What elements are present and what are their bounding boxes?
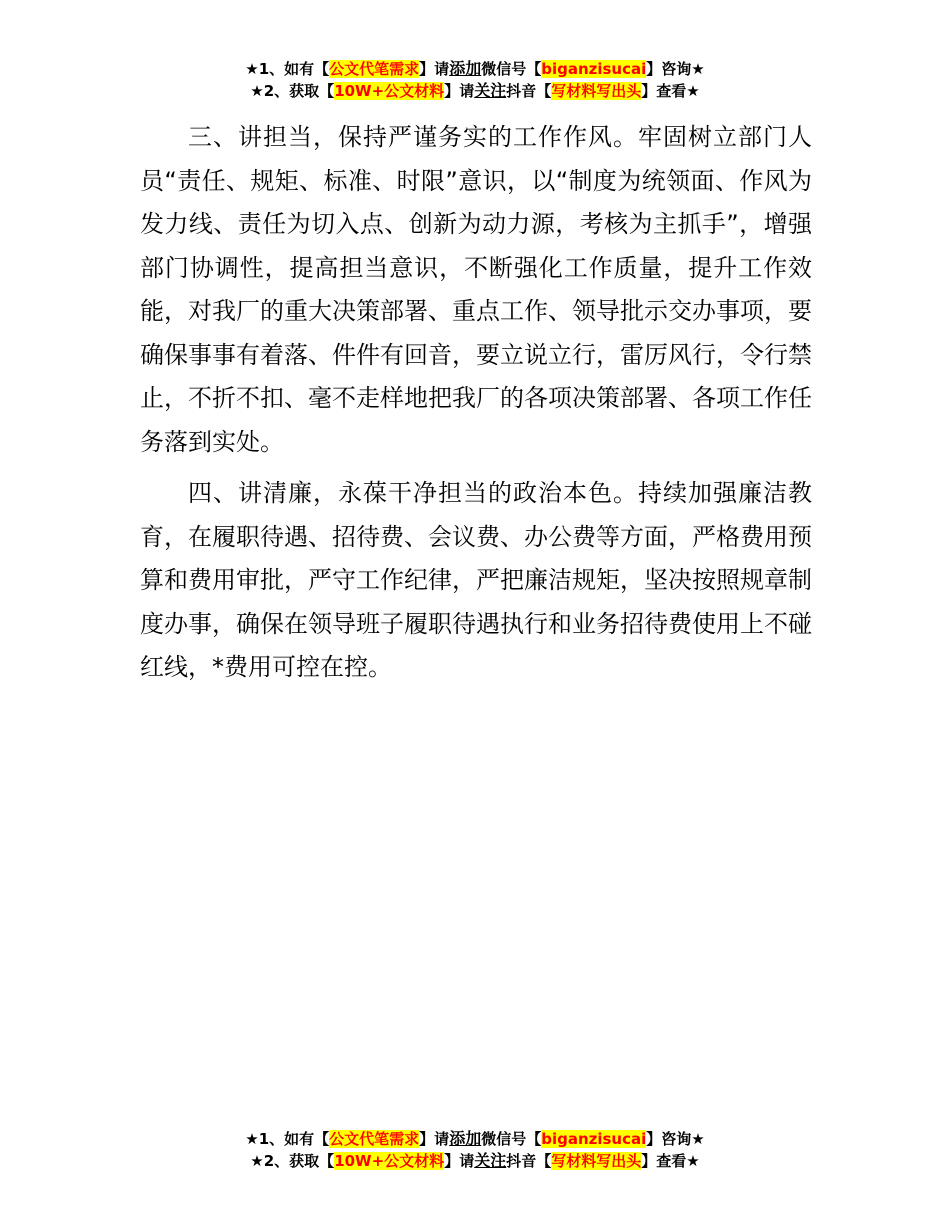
banner-text: 微信号【: [481, 1130, 542, 1148]
highlight-materials: 10W+公文材料: [334, 1152, 445, 1170]
banner-text: 】请: [419, 60, 450, 78]
document-body: [140, 116, 812, 698]
banner-text: 】请: [444, 1152, 475, 1170]
paragraph-integrity: 四、讲清廉，永葆干净担当的政治本色。持续加强廉洁教育，在履职待遇、招待费、会议费、办公费等方面，严格费用预算和费用审批，严守工作纪律，严把廉洁规矩，坚决按照规章制度办事，确保在领导班子履职待遇执行和业务招待费使用上不碰红线，*费用可控在控。: [140, 479, 812, 681]
banner-text: 抖音【: [506, 82, 552, 100]
banner-line-2: [0, 80, 950, 102]
underlined-text: 添加: [449, 1129, 482, 1148]
banner-text: ★2、获取【: [250, 82, 335, 100]
paragraph-responsibility: 三、讲担当，保持严谨务实的工作作风。牢固树立部门人员“责任、规矩、标准、时限”意识，以“制度为统领面、作风为发力线、责任为切入点、创新为动力源，考核为主抓手”，增强部门协调性，提高担当意识，不断强化工作质量，提升工作效能，对我厂的重大决策部署、重点工作、领导批示交办事项，要确保事事有着落、件件有回音，要立说立行，雷厉风行，令行禁止，不折不扣、毫不走样地把我厂的各项决策部署、各项工作任务落到实处。: [140, 123, 812, 456]
banner-text: 】请: [444, 82, 475, 100]
banner-text: 抖音【: [506, 1152, 552, 1170]
banner-text: 】咨询★: [646, 1130, 705, 1148]
highlight-douyin-account: 写材料写出头: [551, 82, 642, 100]
banner-text: 】查看★: [641, 1152, 700, 1170]
banner-text: ★1、如有【: [245, 60, 330, 78]
banner-text: ★1、如有【: [245, 1130, 330, 1148]
highlight-service: 公文代笔需求: [329, 60, 420, 78]
banner-line-1: [0, 1128, 950, 1150]
banner-line-1: [0, 58, 950, 80]
banner-text: 】查看★: [641, 82, 700, 100]
banner-text: ★2、获取【: [250, 1152, 335, 1170]
header-banner: [0, 58, 950, 102]
highlight-wechat-id: biganzisucai: [541, 60, 647, 78]
underlined-text: 关注: [474, 81, 507, 100]
banner-text: 】请: [419, 1130, 450, 1148]
underlined-text: 添加: [449, 59, 482, 78]
highlight-wechat-id: biganzisucai: [541, 1130, 647, 1148]
highlight-douyin-account: 写材料写出头: [551, 1152, 642, 1170]
footer-banner: [0, 1128, 950, 1172]
banner-line-2: [0, 1150, 950, 1172]
underlined-text: 关注: [474, 1151, 507, 1170]
banner-text: 微信号【: [481, 60, 542, 78]
highlight-materials: 10W+公文材料: [334, 82, 445, 100]
highlight-service: 公文代笔需求: [329, 1130, 420, 1148]
banner-text: 】咨询★: [646, 60, 705, 78]
